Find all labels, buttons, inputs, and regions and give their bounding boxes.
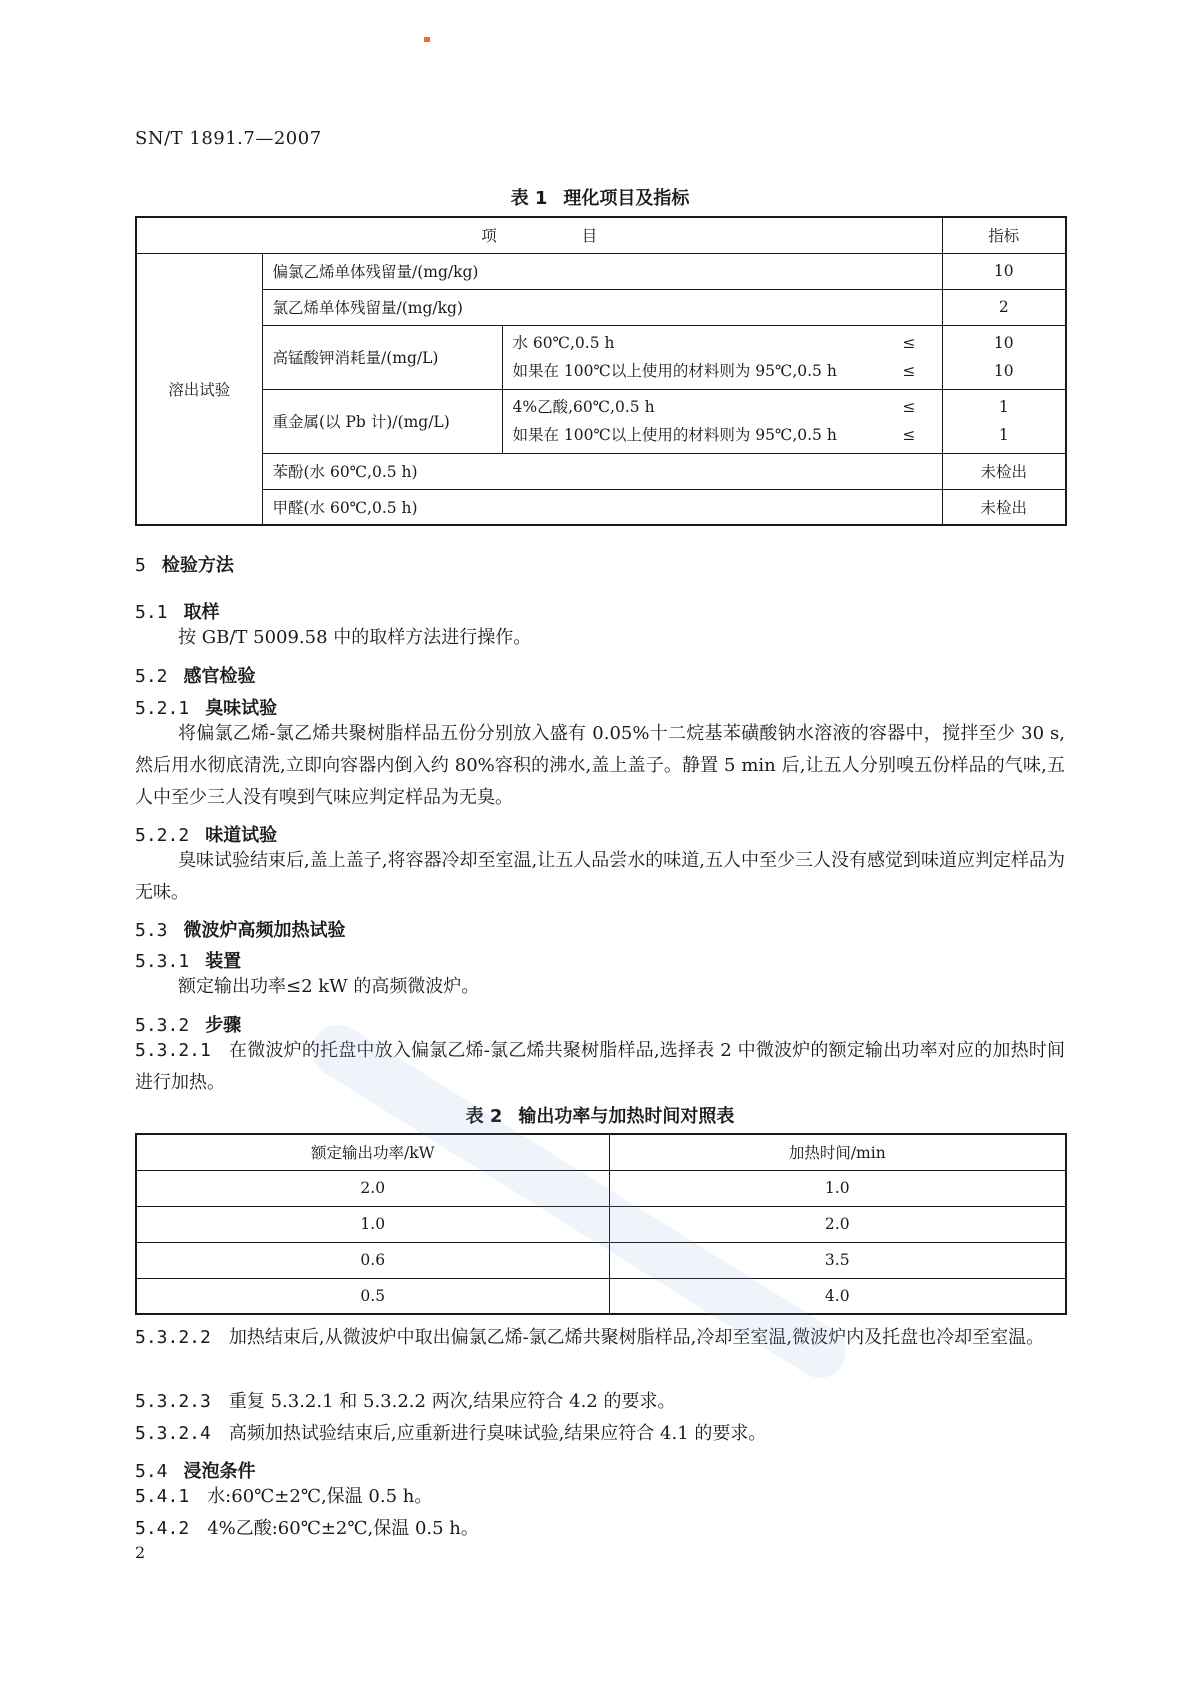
less-equal-sign: ≤ [902, 426, 916, 444]
table1-row-item: 高锰酸钾消耗量/(mg/L) [262, 325, 502, 389]
clause-5-4-2: 5.4.2 4%乙酸:60℃±2℃,保温 0.5 h。 [135, 1518, 479, 1539]
condition-text: 4%乙酸,60℃,0.5 h [512, 398, 655, 416]
table1-row-value: 未检出 [942, 453, 1066, 489]
table1-condition [513, 329, 932, 357]
table1-caption-title: 理化项目及指标 [563, 188, 690, 209]
table1-row-value: 未检出 [942, 489, 1066, 525]
table1-row-item: 重金属(以 Pb 计)/(mg/L) [262, 389, 502, 453]
condition-text: 水 60℃,0.5 h [512, 334, 615, 352]
condition-text: 如果在 100℃以上使用的材料则为 95℃,0.5 h [512, 426, 837, 444]
clause-5-4-1: 5.4.1 水:60℃±2℃,保温 0.5 h。 [135, 1486, 433, 1507]
table1-value-cell [942, 325, 1066, 389]
paragraph-5-2-2: 臭味试验结束后,盖上盖子,将容器冷却至室温,让五人品尝水的味道,五人中至少三人没有感觉到味道应判定样品为无味。 [135, 850, 1065, 903]
table1-row-value: 1 [998, 426, 1009, 444]
table2-power-cell: 1.0 [136, 1206, 609, 1242]
table1-row-item: 氯乙烯单体残留量/(mg/kg) [262, 289, 942, 325]
heading-5-2-1: 5.2.1 臭味试验 [135, 698, 278, 719]
table1-row-value: 10 [993, 334, 1014, 352]
table1-group-label: 溶出试验 [136, 253, 262, 525]
table2-time-cell: 2.0 [609, 1206, 1066, 1242]
paragraph-5-3-1: 额定输出功率≤2 kW 的高频微波炉。 [178, 976, 480, 997]
heading-5-3-2: 5.3.2 步骤 [135, 1015, 242, 1036]
table1-row-value: 10 [942, 253, 1066, 289]
table2-time-cell: 1.0 [609, 1170, 1066, 1206]
table1-value-cell [942, 389, 1066, 453]
table2-header-power: 额定输出功率/kW [136, 1134, 609, 1170]
paragraph-5-1: 按 GB/T 5009.58 中的取样方法进行操作。 [178, 627, 532, 648]
less-equal-sign: ≤ [902, 362, 916, 380]
orange-dot-mark [424, 37, 430, 42]
condition-text: 如果在 100℃以上使用的材料则为 95℃,0.5 h [512, 362, 837, 380]
table2-power-cell: 2.0 [136, 1170, 609, 1206]
heading-5-1: 5.1 取样 [135, 602, 220, 623]
table1-condition [513, 393, 932, 421]
table1 [135, 216, 1067, 526]
table1-row-value: 10 [993, 362, 1014, 380]
less-equal-sign: ≤ [902, 398, 916, 416]
table2-time-cell: 3.5 [609, 1242, 1066, 1278]
table2-power-cell: 0.5 [136, 1278, 609, 1314]
page-number: 2 [135, 1543, 146, 1562]
table1-caption [135, 184, 1065, 210]
table2-caption [135, 1102, 1065, 1128]
heading-5: 5 检验方法 [135, 555, 234, 576]
clause-5-3-2-3: 5.3.2.3 重复 5.3.2.1 和 5.3.2.2 两次,结果应符合 4.2 的要求。 [135, 1391, 676, 1412]
heading-5-2: 5.2 感官检验 [135, 666, 256, 687]
table2-caption-number: 表 2 [465, 1106, 503, 1127]
table1-row-item: 偏氯乙烯单体残留量/(mg/kg) [262, 253, 942, 289]
table2-power-cell: 0.6 [136, 1242, 609, 1278]
heading-5-2-2: 5.2.2 味道试验 [135, 825, 278, 846]
table1-row-value: 2 [942, 289, 1066, 325]
table1-condition [513, 357, 932, 385]
clause-5-3-2-2: 5.3.2.2 加热结束后,从微波炉中取出偏氯乙烯-氯乙烯共聚树脂样品,冷却至室温,微波炉内及托盘也冷却至室温。 [135, 1327, 1045, 1348]
table1-header-index: 指标 [942, 217, 1066, 253]
table1-row-value: 1 [998, 398, 1009, 416]
table1-row-item: 甲醛(水 60℃,0.5 h) [262, 489, 942, 525]
table1-condition-cell [502, 325, 942, 389]
heading-5-3-1: 5.3.1 装置 [135, 951, 242, 972]
clause-5-3-2-1: 5.3.2.1 在微波炉的托盘中放入偏氯乙烯-氯乙烯共聚树脂样品,选择表 2 中微波炉的额定输出功率对应的加热时间进行加热。 [135, 1040, 1065, 1093]
table1-condition-cell [502, 389, 942, 453]
paragraph-5-2-1: 将偏氯乙烯-氯乙烯共聚树脂样品五份分别放入盛有 0.05%十二烷基苯磺酸钠水溶液的容器中，搅拌至少 30 s,然后用水彻底清洗,立即向容器内倒入约 80%容积的沸水,盖上盖子。静置 5 min 后,让五人分别嗅五份样品的气味,五人中至少三人没有嗅到气味应判定样品为无臭。 [135, 723, 1065, 808]
table2-header-time: 加热时间/min [609, 1134, 1066, 1170]
heading-5-3: 5.3 微波炉高频加热试验 [135, 920, 346, 941]
table1-caption-number: 表 1 [510, 188, 548, 209]
clause-5-3-2-4: 5.3.2.4 高频加热试验结束后,应重新进行臭味试验,结果应符合 4.1 的要求。 [135, 1423, 767, 1444]
table1-row-item: 苯酚(水 60℃,0.5 h) [262, 453, 942, 489]
table1-condition [513, 421, 932, 449]
table2-time-cell: 4.0 [609, 1278, 1066, 1314]
standard-number: SN/T 1891.7—2007 [135, 128, 322, 149]
table2-caption-title: 输出功率与加热时间对照表 [518, 1106, 735, 1127]
heading-5-4: 5.4 浸泡条件 [135, 1461, 256, 1482]
less-equal-sign: ≤ [902, 334, 916, 352]
table1-header-item: 项 目 [136, 217, 942, 253]
